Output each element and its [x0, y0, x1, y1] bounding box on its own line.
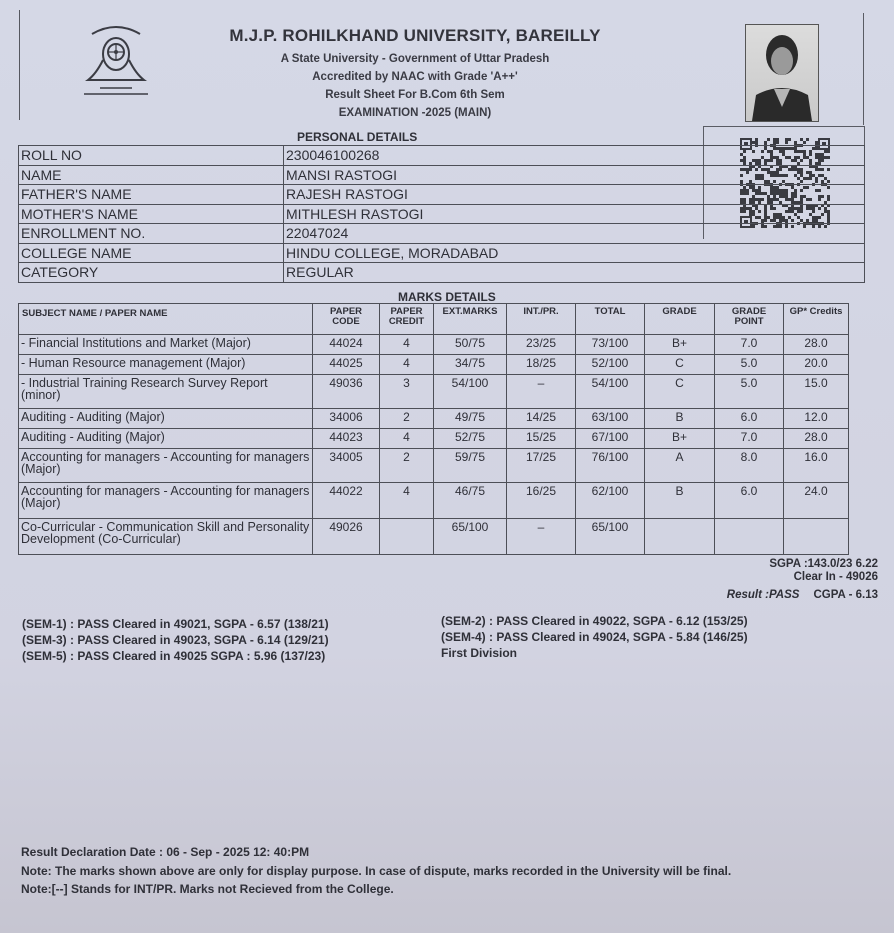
- personal-detail-row: [19, 165, 865, 185]
- sem-4-result: (SEM-4) : PASS Cleared in 49024, SGPA - 5.84 (146/25): [441, 630, 748, 644]
- paper-code: 44024: [313, 335, 380, 355]
- result-cgpa: [727, 589, 878, 601]
- ext-marks: 49/75: [434, 409, 507, 429]
- paper-code: 44023: [313, 429, 380, 449]
- university-name: M.J.P. ROHILKHAND UNIVERSITY, BAREILLY: [229, 26, 601, 45]
- int-marks: –: [507, 519, 576, 555]
- division: First Division: [441, 646, 518, 660]
- student-photo: [745, 24, 819, 122]
- personal-detail-row: [19, 146, 865, 166]
- gp-credits: 20.0: [784, 355, 849, 375]
- gp-credits: 24.0: [784, 483, 849, 519]
- detail-label: NAME: [19, 165, 284, 185]
- marks-row: [19, 355, 849, 375]
- subject-name: - Human Resource management (Major): [19, 355, 313, 375]
- total-marks: 73/100: [576, 335, 645, 355]
- grade-point: 7.0: [715, 429, 784, 449]
- accreditation: Accredited by NAAC with Grade 'A++': [312, 71, 518, 83]
- marks-row: [19, 429, 849, 449]
- grade: B: [645, 483, 715, 519]
- sheet-title: Result Sheet For B.Com 6th Sem: [325, 89, 505, 101]
- gp-credits: 15.0: [784, 375, 849, 409]
- gp-credits: 28.0: [784, 335, 849, 355]
- marks-row: [19, 335, 849, 355]
- int-marks: 17/25: [507, 449, 576, 483]
- ext-marks: 65/100: [434, 519, 507, 555]
- sem-3-result: (SEM-3) : PASS Cleared in 49023, SGPA - 6.14 (129/21): [22, 633, 329, 647]
- ext-marks: 46/75: [434, 483, 507, 519]
- subject-name: - Financial Institutions and Market (Major): [19, 335, 313, 355]
- marks-row: [19, 409, 849, 429]
- sgpa-summary: SGPA :143.0/23 6.22: [769, 558, 878, 570]
- total-marks: 54/100: [576, 375, 645, 409]
- marks-row: [19, 449, 849, 483]
- total-marks: 63/100: [576, 409, 645, 429]
- personal-detail-row: [19, 243, 865, 263]
- col-paper-code: PAPER CODE: [313, 304, 380, 335]
- paper-credit: 4: [380, 335, 434, 355]
- personal-details-table: [18, 145, 865, 283]
- sem-2-result: (SEM-2) : PASS Cleared in 49022, SGPA - 6.12 (153/25): [441, 614, 748, 628]
- personal-detail-row: [19, 204, 865, 224]
- grade-point: 6.0: [715, 483, 784, 519]
- paper-credit: [380, 519, 434, 555]
- subject-name: Auditing - Auditing (Major): [19, 409, 313, 429]
- note-int-pr: Note:[--] Stands for INT/PR. Marks not Recieved from the College.: [21, 882, 394, 896]
- university-logo-icon: [78, 22, 154, 100]
- gp-credits: [784, 519, 849, 555]
- subject-name: Accounting for managers - Accounting for managers (Major): [19, 449, 313, 483]
- detail-value: MITHLESH RASTOGI: [284, 204, 865, 224]
- grade: B+: [645, 335, 715, 355]
- marks-row: [19, 375, 849, 409]
- personal-detail-row: [19, 185, 865, 205]
- grade-point: 5.0: [715, 355, 784, 375]
- grade-point: 7.0: [715, 335, 784, 355]
- total-marks: 52/100: [576, 355, 645, 375]
- university-subtitle: A State University - Government of Uttar Pradesh: [280, 53, 550, 65]
- detail-value: 230046100268: [284, 146, 865, 166]
- int-marks: –: [507, 375, 576, 409]
- paper-credit: 4: [380, 483, 434, 519]
- examination: EXAMINATION -2025 (MAIN): [338, 107, 492, 119]
- col-gp-credits: GP* Credits: [784, 304, 849, 335]
- grade-point: 6.0: [715, 409, 784, 429]
- paper-credit: 3: [380, 375, 434, 409]
- semester-results-right: [441, 613, 748, 661]
- total-marks: 67/100: [576, 429, 645, 449]
- personal-details-title: PERSONAL DETAILS: [297, 130, 418, 144]
- result-status: Result :PASS: [726, 589, 800, 601]
- int-marks: 15/25: [507, 429, 576, 449]
- total-marks: 65/100: [576, 519, 645, 555]
- paper-credit: 4: [380, 355, 434, 375]
- marks-header-row: [19, 304, 849, 335]
- grade-point: 5.0: [715, 375, 784, 409]
- detail-value: HINDU COLLEGE, MORADABAD: [284, 243, 865, 263]
- detail-label: COLLEGE NAME: [19, 243, 284, 263]
- grade-point: [715, 519, 784, 555]
- col-grade: GRADE: [645, 304, 715, 335]
- personal-detail-row: [19, 224, 865, 244]
- col-total: TOTAL: [576, 304, 645, 335]
- paper-code: 49026: [313, 519, 380, 555]
- grade: [645, 519, 715, 555]
- total-marks: 62/100: [576, 483, 645, 519]
- paper-credit: 2: [380, 449, 434, 483]
- detail-label: MOTHER'S NAME: [19, 204, 284, 224]
- ext-marks: 59/75: [434, 449, 507, 483]
- detail-value: RAJESH RASTOGI: [284, 185, 865, 205]
- int-marks: 23/25: [507, 335, 576, 355]
- subject-name: Co-Curricular - Communication Skill and Personality Development (Co-Curricular): [19, 519, 313, 555]
- int-marks: 14/25: [507, 409, 576, 429]
- int-marks: 18/25: [507, 355, 576, 375]
- paper-code: 44025: [313, 355, 380, 375]
- detail-label: CATEGORY: [19, 263, 284, 283]
- detail-value: REGULAR: [284, 263, 865, 283]
- detail-label: FATHER'S NAME: [19, 185, 284, 205]
- subject-name: - Industrial Training Research Survey Report (minor): [19, 375, 313, 409]
- document-header: [200, 26, 630, 122]
- personal-detail-row: [19, 263, 865, 283]
- result-declaration-date: Result Declaration Date : 06 - Sep - 2025 12: 40:PM: [21, 845, 310, 859]
- grade: A: [645, 449, 715, 483]
- col-ext-marks: EXT.MARKS: [434, 304, 507, 335]
- marks-row: [19, 519, 849, 555]
- grade: C: [645, 355, 715, 375]
- ext-marks: 54/100: [434, 375, 507, 409]
- col-grade-point: GRADE POINT: [715, 304, 784, 335]
- paper-code: 44022: [313, 483, 380, 519]
- subject-name: Auditing - Auditing (Major): [19, 429, 313, 449]
- marks-details-title: MARKS DETAILS: [398, 290, 496, 304]
- grade-point: 8.0: [715, 449, 784, 483]
- clear-in: Clear In - 49026: [793, 571, 878, 583]
- paper-credit: 2: [380, 409, 434, 429]
- person-icon: [746, 25, 818, 121]
- gp-credits: 12.0: [784, 409, 849, 429]
- gp-credits: 16.0: [784, 449, 849, 483]
- detail-value: MANSI RASTOGI: [284, 165, 865, 185]
- col-subject: SUBJECT NAME / PAPER NAME: [19, 304, 313, 335]
- ext-marks: 50/75: [434, 335, 507, 355]
- marks-row: [19, 483, 849, 519]
- grade: C: [645, 375, 715, 409]
- detail-value: 22047024: [284, 224, 865, 244]
- detail-label: ROLL NO: [19, 146, 284, 166]
- marks-table: [18, 303, 849, 555]
- cgpa: CGPA - 6.13: [813, 589, 878, 601]
- col-paper-credit: PAPER CREDIT: [380, 304, 434, 335]
- total-marks: 76/100: [576, 449, 645, 483]
- grade: B+: [645, 429, 715, 449]
- sem-1-result: (SEM-1) : PASS Cleared in 49021, SGPA - 6.57 (138/21): [22, 617, 329, 631]
- paper-code: 34006: [313, 409, 380, 429]
- ext-marks: 52/75: [434, 429, 507, 449]
- int-marks: 16/25: [507, 483, 576, 519]
- col-int-pr: INT./PR.: [507, 304, 576, 335]
- paper-code: 49036: [313, 375, 380, 409]
- paper-credit: 4: [380, 429, 434, 449]
- semester-results-left: [22, 616, 329, 664]
- paper-code: 34005: [313, 449, 380, 483]
- subject-name: Accounting for managers - Accounting for managers (Major): [19, 483, 313, 519]
- ext-marks: 34/75: [434, 355, 507, 375]
- grade: B: [645, 409, 715, 429]
- sem-5-result: (SEM-5) : PASS Cleared in 49025 SGPA : 5.96 (137/23): [22, 649, 326, 663]
- note-display-purpose: Note: The marks shown above are only for display purpose. In case of dispute, marks recorded in the University will be final.: [21, 864, 732, 878]
- gp-credits: 28.0: [784, 429, 849, 449]
- border-line: [19, 10, 20, 120]
- detail-label: ENROLLMENT NO.: [19, 224, 284, 244]
